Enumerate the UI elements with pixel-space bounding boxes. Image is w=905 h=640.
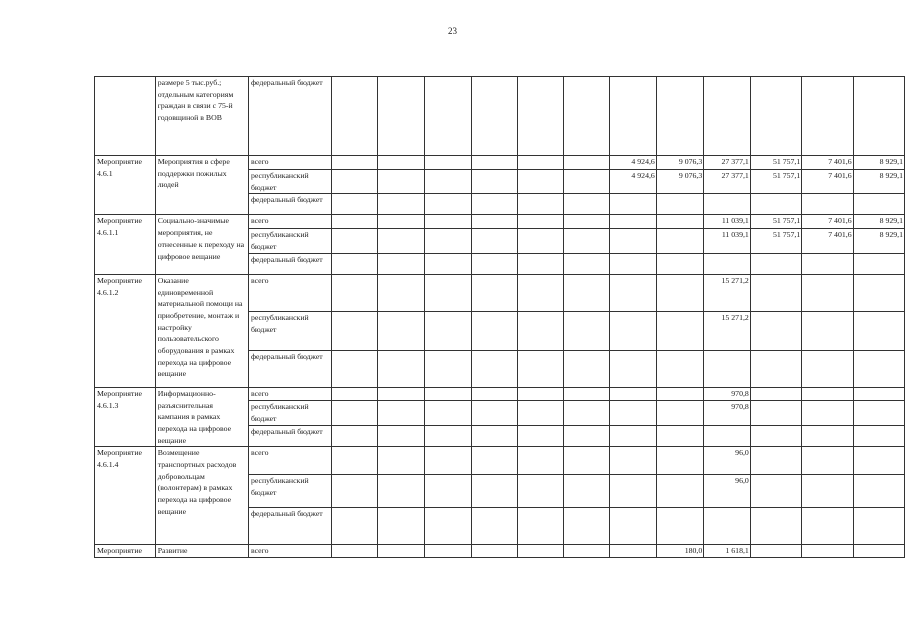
amount-cell xyxy=(425,425,472,447)
amount-cell xyxy=(332,170,378,194)
amount-cell xyxy=(610,387,656,400)
amount-cell xyxy=(471,274,517,311)
amount-cell xyxy=(750,274,801,311)
amount-cell: 11 039,1 xyxy=(704,229,751,253)
amount-cell: 15 271,2 xyxy=(704,274,751,311)
amount-cell: 7 401,6 xyxy=(802,215,853,229)
page-number: 23 xyxy=(448,26,457,36)
amount-cell: 51 757,1 xyxy=(750,215,801,229)
amount-cell xyxy=(517,545,563,558)
amount-cell xyxy=(563,156,610,170)
amount-cell xyxy=(332,274,378,311)
amount-cell xyxy=(332,311,378,350)
amount-cell xyxy=(610,475,656,508)
amount-cell: 96,0 xyxy=(704,447,751,475)
amount-cell xyxy=(563,253,610,274)
amount-cell xyxy=(563,400,610,425)
amount-cell xyxy=(802,400,853,425)
amount-cell xyxy=(656,447,703,475)
amount-cell xyxy=(425,194,472,215)
amount-cell: 7 401,6 xyxy=(802,156,853,170)
amount-cell xyxy=(610,400,656,425)
amount-cell xyxy=(378,350,425,387)
amount-cell xyxy=(750,350,801,387)
funding-source-cell: всего xyxy=(248,156,331,170)
amount-cell xyxy=(332,475,378,508)
amount-cell: 9 076,3 xyxy=(656,170,703,194)
amount-cell xyxy=(704,77,751,156)
amount-cell xyxy=(332,545,378,558)
amount-cell xyxy=(610,194,656,215)
amount-cell xyxy=(610,253,656,274)
funding-source-cell: федеральный бюджет xyxy=(248,194,331,215)
amount-cell xyxy=(332,387,378,400)
amount-cell: 970,8 xyxy=(704,387,751,400)
amount-cell xyxy=(471,77,517,156)
amount-cell xyxy=(656,387,703,400)
amount-cell xyxy=(656,311,703,350)
funding-source-cell: республиканский бюджет xyxy=(248,475,331,508)
amount-cell xyxy=(517,387,563,400)
table-row xyxy=(95,156,905,170)
amount-cell xyxy=(802,447,853,475)
amount-cell: 9 076,3 xyxy=(656,156,703,170)
amount-cell xyxy=(517,400,563,425)
amount-cell xyxy=(471,425,517,447)
event-number-cell xyxy=(95,77,156,156)
amount-cell xyxy=(656,229,703,253)
funding-source-cell: республиканский бюджет xyxy=(248,400,331,425)
amount-cell xyxy=(610,447,656,475)
amount-cell xyxy=(853,311,904,350)
amount-cell xyxy=(704,194,751,215)
amount-cell xyxy=(750,387,801,400)
amount-cell xyxy=(517,194,563,215)
amount-cell xyxy=(332,156,378,170)
amount-cell xyxy=(471,545,517,558)
amount-cell xyxy=(425,156,472,170)
event-number-cell: Мероприятие 4.6.1.4 xyxy=(95,447,156,545)
amount-cell xyxy=(332,350,378,387)
amount-cell xyxy=(425,253,472,274)
amount-cell xyxy=(853,425,904,447)
amount-cell xyxy=(802,545,853,558)
amount-cell xyxy=(656,77,703,156)
amount-cell xyxy=(517,170,563,194)
amount-cell: 96,0 xyxy=(704,475,751,508)
funding-source-cell: всего xyxy=(248,215,331,229)
amount-cell xyxy=(656,475,703,508)
amount-cell: 4 924,6 xyxy=(610,156,656,170)
amount-cell xyxy=(853,447,904,475)
amount-cell xyxy=(378,545,425,558)
amount-cell xyxy=(517,311,563,350)
amount-cell xyxy=(517,274,563,311)
event-number-cell: Мероприятие xyxy=(95,545,156,558)
amount-cell xyxy=(425,215,472,229)
amount-cell: 51 757,1 xyxy=(750,170,801,194)
amount-cell: 180,0 xyxy=(656,545,703,558)
amount-cell xyxy=(853,194,904,215)
amount-cell xyxy=(471,156,517,170)
amount-cell xyxy=(563,229,610,253)
funding-source-cell: федеральный бюджет xyxy=(248,77,331,156)
amount-cell xyxy=(853,545,904,558)
event-name-cell: Информационно-разъяснительная кампания в рамках перехода на цифровое вещание xyxy=(155,387,248,447)
event-name-cell: Возмещение транспортных расходов добровольцам (волонтерам) в рамках перехода на цифровое вещание xyxy=(155,447,248,545)
amount-cell xyxy=(425,170,472,194)
amount-cell xyxy=(656,274,703,311)
amount-cell xyxy=(853,77,904,156)
amount-cell xyxy=(425,475,472,508)
amount-cell xyxy=(471,508,517,545)
table-row xyxy=(95,77,905,156)
amount-cell xyxy=(471,400,517,425)
amount-cell xyxy=(425,350,472,387)
amount-cell xyxy=(853,274,904,311)
event-number-cell: Мероприятие 4.6.1.2 xyxy=(95,274,156,387)
amount-cell xyxy=(656,400,703,425)
amount-cell xyxy=(610,508,656,545)
funding-source-cell: всего xyxy=(248,387,331,400)
amount-cell xyxy=(802,387,853,400)
amount-cell xyxy=(610,311,656,350)
amount-cell xyxy=(517,229,563,253)
amount-cell xyxy=(332,215,378,229)
amount-cell xyxy=(563,311,610,350)
event-name-cell: Мероприятия в сфере поддержки пожилых людей xyxy=(155,156,248,215)
amount-cell: 11 039,1 xyxy=(704,215,751,229)
amount-cell xyxy=(750,447,801,475)
amount-cell xyxy=(563,475,610,508)
amount-cell xyxy=(610,229,656,253)
amount-cell xyxy=(656,425,703,447)
funding-source-cell: всего xyxy=(248,274,331,311)
funding-source-cell: всего xyxy=(248,447,331,475)
funding-source-cell: всего xyxy=(248,545,331,558)
amount-cell xyxy=(471,253,517,274)
table-row xyxy=(95,274,905,311)
amount-cell: 51 757,1 xyxy=(750,229,801,253)
amount-cell xyxy=(750,194,801,215)
amount-cell xyxy=(517,508,563,545)
amount-cell xyxy=(656,350,703,387)
amount-cell xyxy=(656,508,703,545)
amount-cell xyxy=(802,253,853,274)
amount-cell xyxy=(750,475,801,508)
amount-cell xyxy=(378,475,425,508)
event-number-cell: Мероприятие 4.6.1.3 xyxy=(95,387,156,447)
amount-cell xyxy=(610,425,656,447)
amount-cell xyxy=(425,508,472,545)
amount-cell xyxy=(425,229,472,253)
funding-source-cell: республиканский бюджет xyxy=(248,311,331,350)
amount-cell: 7 401,6 xyxy=(802,170,853,194)
amount-cell xyxy=(332,508,378,545)
amount-cell xyxy=(802,350,853,387)
amount-cell xyxy=(853,400,904,425)
amount-cell xyxy=(750,400,801,425)
amount-cell xyxy=(425,400,472,425)
amount-cell xyxy=(517,156,563,170)
amount-cell xyxy=(802,77,853,156)
amount-cell xyxy=(332,194,378,215)
amount-cell xyxy=(656,194,703,215)
amount-cell xyxy=(517,350,563,387)
amount-cell xyxy=(425,545,472,558)
amount-cell xyxy=(378,215,425,229)
amount-cell xyxy=(563,447,610,475)
amount-cell xyxy=(750,311,801,350)
amount-cell xyxy=(802,311,853,350)
amount-cell xyxy=(750,425,801,447)
amount-cell xyxy=(563,194,610,215)
amount-cell xyxy=(378,170,425,194)
table-row xyxy=(95,215,905,229)
amount-cell xyxy=(378,400,425,425)
amount-cell xyxy=(471,387,517,400)
amount-cell xyxy=(332,425,378,447)
amount-cell xyxy=(517,215,563,229)
amount-cell xyxy=(378,253,425,274)
amount-cell xyxy=(425,77,472,156)
amount-cell xyxy=(332,229,378,253)
amount-cell xyxy=(563,508,610,545)
amount-cell xyxy=(563,387,610,400)
amount-cell xyxy=(378,274,425,311)
amount-cell xyxy=(425,447,472,475)
amount-cell xyxy=(517,253,563,274)
funding-source-cell: республиканский бюджет xyxy=(248,170,331,194)
amount-cell: 4 924,6 xyxy=(610,170,656,194)
amount-cell: 8 929,1 xyxy=(853,229,904,253)
amount-cell: 1 618,1 xyxy=(704,545,751,558)
amount-cell xyxy=(471,170,517,194)
amount-cell xyxy=(378,229,425,253)
amount-cell xyxy=(378,425,425,447)
amount-cell: 27 377,1 xyxy=(704,156,751,170)
amount-cell xyxy=(610,77,656,156)
amount-cell xyxy=(517,425,563,447)
amount-cell xyxy=(563,545,610,558)
funding-source-cell: федеральный бюджет xyxy=(248,253,331,274)
amount-cell xyxy=(802,475,853,508)
amount-cell xyxy=(802,194,853,215)
amount-cell xyxy=(471,194,517,215)
amount-cell xyxy=(750,77,801,156)
amount-cell: 15 271,2 xyxy=(704,311,751,350)
amount-cell xyxy=(656,215,703,229)
amount-cell xyxy=(610,274,656,311)
amount-cell xyxy=(378,447,425,475)
amount-cell xyxy=(471,475,517,508)
funding-source-cell: федеральный бюджет xyxy=(248,508,331,545)
amount-cell xyxy=(704,508,751,545)
amount-cell: 970,8 xyxy=(704,400,751,425)
amount-cell xyxy=(802,425,853,447)
amount-cell xyxy=(378,194,425,215)
amount-cell xyxy=(332,253,378,274)
funding-source-cell: федеральный бюджет xyxy=(248,425,331,447)
amount-cell xyxy=(378,508,425,545)
amount-cell xyxy=(853,253,904,274)
amount-cell xyxy=(471,350,517,387)
amount-cell xyxy=(563,77,610,156)
amount-cell xyxy=(563,274,610,311)
amount-cell xyxy=(471,311,517,350)
table-row xyxy=(95,545,905,558)
amount-cell xyxy=(332,77,378,156)
amount-cell xyxy=(563,425,610,447)
amount-cell: 8 929,1 xyxy=(853,156,904,170)
amount-cell xyxy=(853,475,904,508)
amount-cell xyxy=(425,311,472,350)
amount-cell xyxy=(610,545,656,558)
funding-source-cell: федеральный бюджет xyxy=(248,350,331,387)
amount-cell xyxy=(610,215,656,229)
amount-cell xyxy=(378,387,425,400)
amount-cell xyxy=(517,77,563,156)
amount-cell: 27 377,1 xyxy=(704,170,751,194)
amount-cell xyxy=(471,215,517,229)
amount-cell xyxy=(853,387,904,400)
event-name-cell: Развитие xyxy=(155,545,248,558)
amount-cell xyxy=(750,508,801,545)
amount-cell xyxy=(425,387,472,400)
amount-cell xyxy=(425,274,472,311)
amount-cell xyxy=(563,170,610,194)
amount-cell xyxy=(517,447,563,475)
amount-cell xyxy=(471,229,517,253)
amount-cell xyxy=(704,350,751,387)
amount-cell xyxy=(750,545,801,558)
amount-cell xyxy=(471,447,517,475)
amount-cell xyxy=(802,274,853,311)
funding-source-cell: республиканский бюджет xyxy=(248,229,331,253)
amount-cell xyxy=(378,311,425,350)
amount-cell xyxy=(704,253,751,274)
amount-cell xyxy=(610,350,656,387)
amount-cell xyxy=(517,475,563,508)
amount-cell: 8 929,1 xyxy=(853,215,904,229)
amount-cell xyxy=(853,350,904,387)
event-name-cell: Социально-значимые мероприятия, не отнесенные к переходу на цифровое вещание xyxy=(155,215,248,274)
amount-cell: 8 929,1 xyxy=(853,170,904,194)
amount-cell: 7 401,6 xyxy=(802,229,853,253)
amount-cell xyxy=(563,350,610,387)
amount-cell: 51 757,1 xyxy=(750,156,801,170)
amount-cell xyxy=(802,508,853,545)
amount-cell xyxy=(332,400,378,425)
amount-cell xyxy=(332,447,378,475)
amount-cell xyxy=(563,215,610,229)
amount-cell xyxy=(656,253,703,274)
table-row xyxy=(95,387,905,400)
budget-table xyxy=(94,76,905,558)
amount-cell xyxy=(750,253,801,274)
amount-cell xyxy=(704,425,751,447)
amount-cell xyxy=(853,508,904,545)
event-name-cell: размере 5 тыс.руб.; отдельным категориям граждан в связи с 75-й годовщиной в ВОВ xyxy=(155,77,248,156)
table-row xyxy=(95,447,905,475)
amount-cell xyxy=(378,156,425,170)
amount-cell xyxy=(378,77,425,156)
event-number-cell: Мероприятие 4.6.1.1 xyxy=(95,215,156,274)
event-name-cell: Оказание единовременной материальной помощи на приобретение, монтаж и настройку пользовательского оборудования в рамках перехода на цифровое вещание xyxy=(155,274,248,387)
event-number-cell: Мероприятие 4.6.1 xyxy=(95,156,156,215)
